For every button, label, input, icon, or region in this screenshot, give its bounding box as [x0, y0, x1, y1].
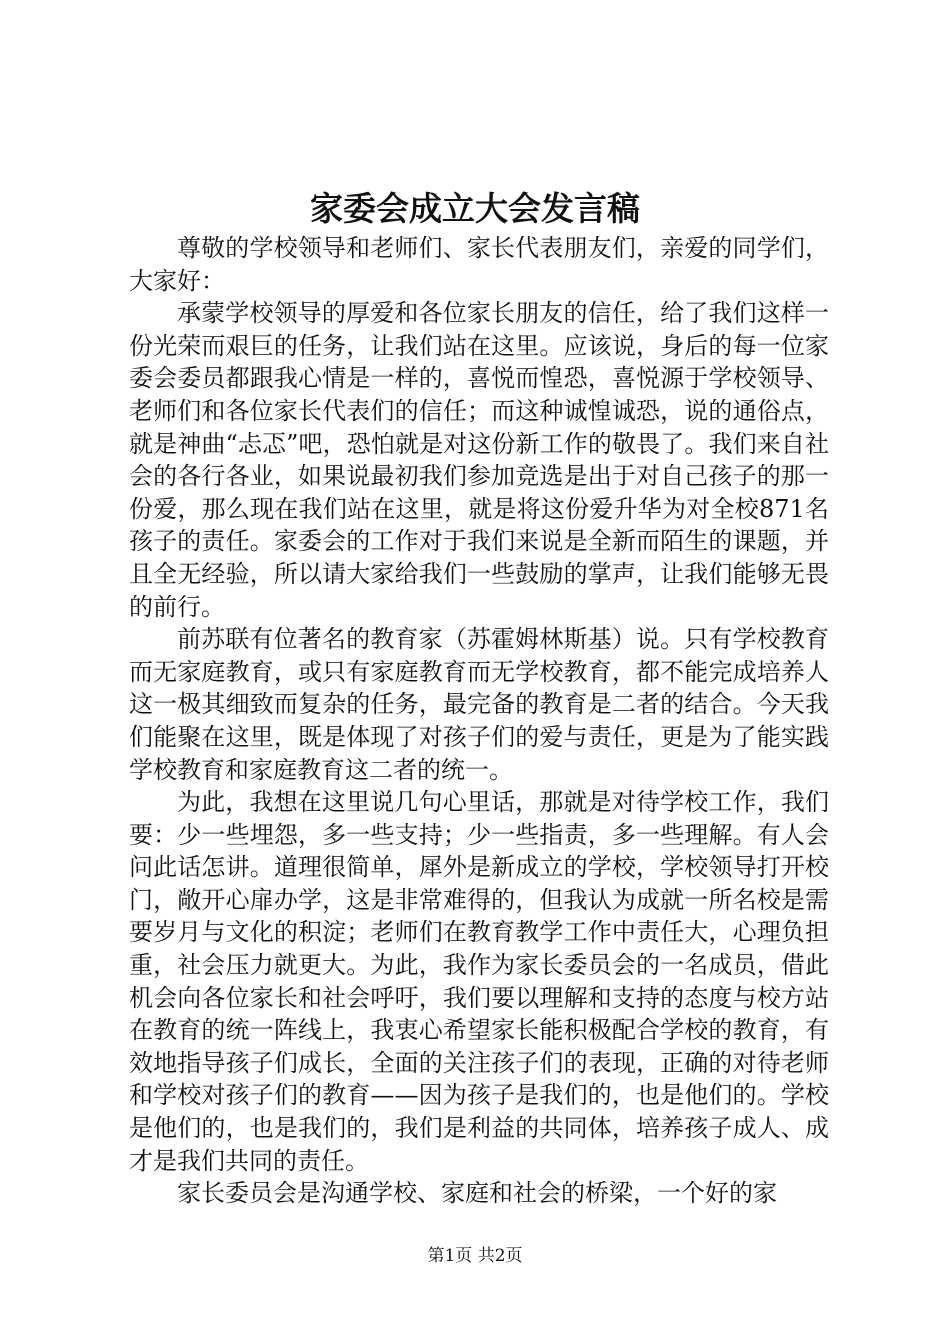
paragraph-support-school: 为此，我想在这里说几句心里话，那就是对待学校工作，我们要：少一些埋怨，多一些支持；少一些指责，多一些理解。有人会问此话怎讲。道理很简单，犀外是新成立的学校，学校领导打开校门，敞开心扉办学，这是非常难得的，但我认为成就一所名校是需要岁月与文化的积淀；老师们在教育教学工作中责任大，心理负担重，社会压力就更大。为此，我作为家长委员会的一名成员，借此机会向各位家长和社会呼吁，我们要以理解和支持的态度与校方站在教育的统一阵线上，我衷心希望家长能积极配合学校的教育，有效地指导孩子们成长，全面的关注孩子们的表现，正确的对待老师和学校对孩子们的教育——因为孩子是我们的，也是他们的。学校是他们的，也是我们的，我们是利益的共同体，培养孩子成人、成才是我们共同的责任。 — [129, 788, 829, 1175]
paragraph-committee-bridge: 家长委员会是沟通学校、家庭和社会的桥梁，一个好的家 — [177, 1179, 777, 1208]
paragraph-greeting: 尊敬的学校领导和老师们、家长代表朋友们，亲爱的同学们，大家好： — [129, 234, 829, 295]
paragraph-gratitude: 承蒙学校领导的厚爱和各位家长朋友的信任，给了我们这样一份光荣而艰巨的任务，让我们站在这里。应该说，身后的每一位家委会委员都跟我心情是一样的，喜悦而惶恐，喜悦源于学校领导、老师们和各位家长代表们的信任；而这种诚惶诚恐，说的通俗点，就是神曲“忐忑”吧，恐怕就是对这份新工作的敬畏了。我们来自社会的各行各业，如果说最初我们参加竞选是出于对自己孩子的那一份爱，那么现在我们站在这里，就是将这份爱升华为对全校871名孩子的责任。家委会的工作对于我们来说是全新而陌生的课题，并且全无经验，所以请大家给我们一些鼓励的掌声，让我们能够无畏的前行。 — [129, 299, 829, 621]
document-body — [129, 232, 829, 1210]
document-title: 家委会成立大会发言稿 — [310, 189, 640, 228]
paragraph-education-quote: 前苏联有位著名的教育家（苏霍姆林斯基）说。只有学校教育而无家庭教育，或只有家庭教育而无学校教育，都不能完成培养人这一极其细致而复杂的任务，最完备的教育是二者的结合。今天我们能聚在这里，既是体现了对孩子们的爱与责任，更是为了能实践学校教育和家庭教育这二者的统一。 — [129, 625, 829, 784]
page-footer: 第1页 共2页 — [427, 1246, 523, 1266]
